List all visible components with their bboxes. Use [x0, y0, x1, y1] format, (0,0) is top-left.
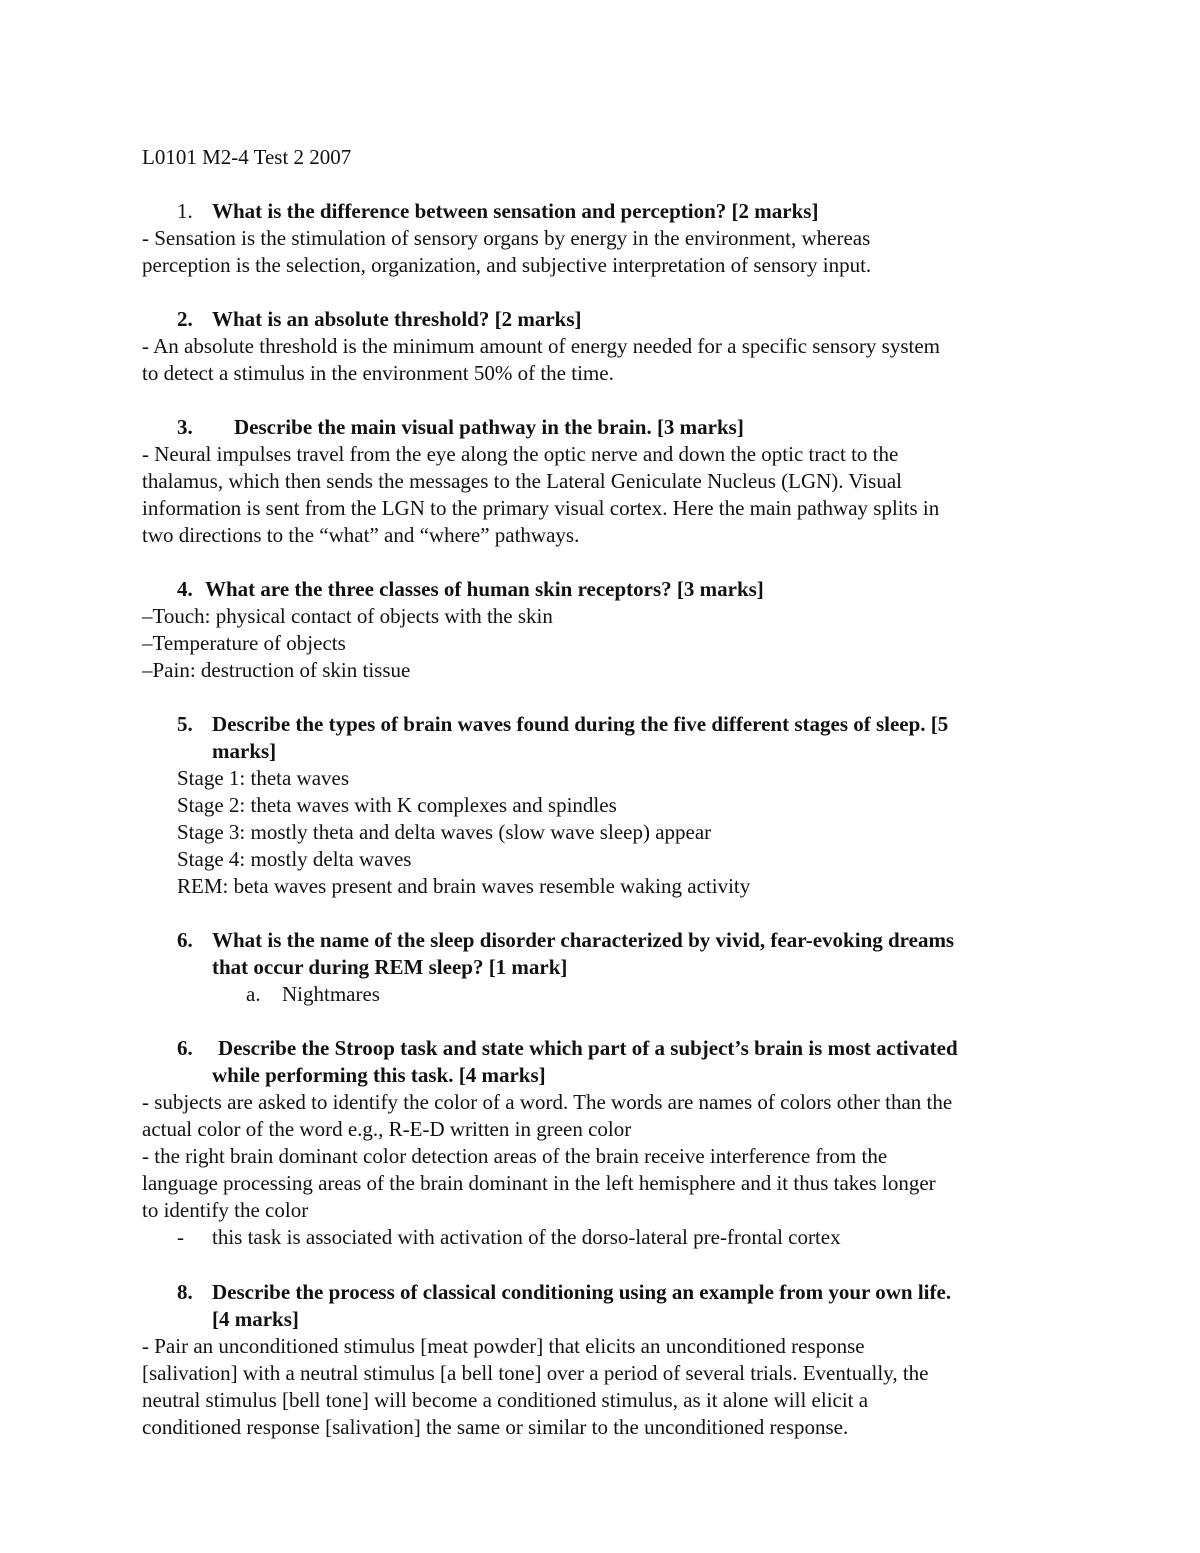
question-number: 5. — [177, 712, 193, 736]
bullet-marker: - — [177, 1225, 184, 1249]
answer-line: REM: beta waves present and brain waves resemble waking activity — [177, 874, 751, 898]
question-text: What is an absolute threshold? [2 marks] — [212, 307, 582, 331]
answer-line: information is sent from the LGN to the primary visual cortex. Here the main pathway splits in — [142, 496, 940, 520]
question-text-line: What is the name of the sleep disorder characterized by vivid, fear-evoking dreams — [212, 928, 955, 952]
sub-answer-text: Nightmares — [282, 982, 380, 1006]
answer-line: Stage 4: mostly delta waves — [177, 847, 412, 871]
answer-line: - subjects are asked to identify the color of a word. The words are names of colors other than the — [142, 1090, 953, 1114]
question-text: What are the three classes of human skin receptors? [3 marks] — [205, 577, 764, 601]
question-text-line: Describe the process of classical conditioning using an example from your own life. — [212, 1280, 952, 1304]
answer-line: actual color of the word e.g., R-E-D written in green color — [142, 1117, 632, 1141]
document-title: L0101 M2-4 Test 2 2007 — [142, 145, 352, 169]
answer-line: conditioned response [salivation] the same or similar to the unconditioned response. — [142, 1415, 849, 1439]
question-number: 6. — [177, 928, 193, 952]
answer-line: Stage 2: theta waves with K complexes and spindles — [177, 793, 617, 817]
answer-line: –Touch: physical contact of objects with the skin — [142, 604, 553, 628]
bullet-text: this task is associated with activation of the dorso-lateral pre-frontal cortex — [212, 1225, 841, 1249]
answer-line: - Pair an unconditioned stimulus [meat powder] that elicits an unconditioned response — [142, 1334, 865, 1358]
answer-line: two directions to the “what” and “where” pathways. — [142, 523, 580, 547]
question-number: 8. — [177, 1280, 193, 1304]
question-text-line: Describe the Stroop task and state which part of a subject’s brain is most activated — [218, 1036, 958, 1060]
question-text-line: Describe the types of brain waves found during the five different stages of sleep. [5 — [212, 712, 949, 736]
question-text-line: marks] — [212, 739, 277, 763]
question-text: What is the difference between sensation and perception? [2 marks] — [212, 199, 819, 223]
answer-line: to detect a stimulus in the environment 50% of the time. — [142, 361, 614, 385]
answer-line: –Temperature of objects — [142, 631, 346, 655]
sub-answer-letter: a. — [246, 982, 261, 1006]
answer-line: - Neural impulses travel from the eye along the optic nerve and down the optic tract to the — [142, 442, 899, 466]
answer-line: Stage 1: theta waves — [177, 766, 350, 790]
answer-line: - An absolute threshold is the minimum amount of energy needed for a specific sensory system — [142, 334, 941, 358]
question-text: Describe the main visual pathway in the brain. [3 marks] — [234, 415, 744, 439]
question-number: 1. — [177, 199, 193, 223]
answer-line: Stage 3: mostly theta and delta waves (slow wave sleep) appear — [177, 820, 712, 844]
question-number: 3. — [177, 415, 193, 439]
answer-line: to identify the color — [142, 1198, 309, 1222]
question-text-line: [4 marks] — [212, 1307, 299, 1331]
question-number: 2. — [177, 307, 193, 331]
answer-line: perception is the selection, organization, and subjective interpretation of sensory input. — [142, 253, 872, 277]
question-text-line: that occur during REM sleep? [1 mark] — [212, 955, 568, 979]
answer-line: - the right brain dominant color detection areas of the brain receive interference from the — [142, 1144, 888, 1168]
answer-line: language processing areas of the brain dominant in the left hemisphere and it thus takes longer — [142, 1171, 936, 1195]
answer-line: - Sensation is the stimulation of sensory organs by energy in the environment, whereas — [142, 226, 871, 250]
question-number: 4. — [177, 577, 193, 601]
answer-line: neutral stimulus [bell tone] will become a conditioned stimulus, as it alone will elicit a — [142, 1388, 869, 1412]
answer-line: [salivation] with a neutral stimulus [a bell tone] over a period of several trials. Eventually, the — [142, 1361, 929, 1385]
answer-line: –Pain: destruction of skin tissue — [142, 658, 411, 682]
answer-line: thalamus, which then sends the messages to the Lateral Geniculate Nucleus (LGN). Visual — [142, 469, 902, 493]
question-number: 6. — [177, 1036, 193, 1060]
question-text-line: while performing this task. [4 marks] — [212, 1063, 546, 1087]
